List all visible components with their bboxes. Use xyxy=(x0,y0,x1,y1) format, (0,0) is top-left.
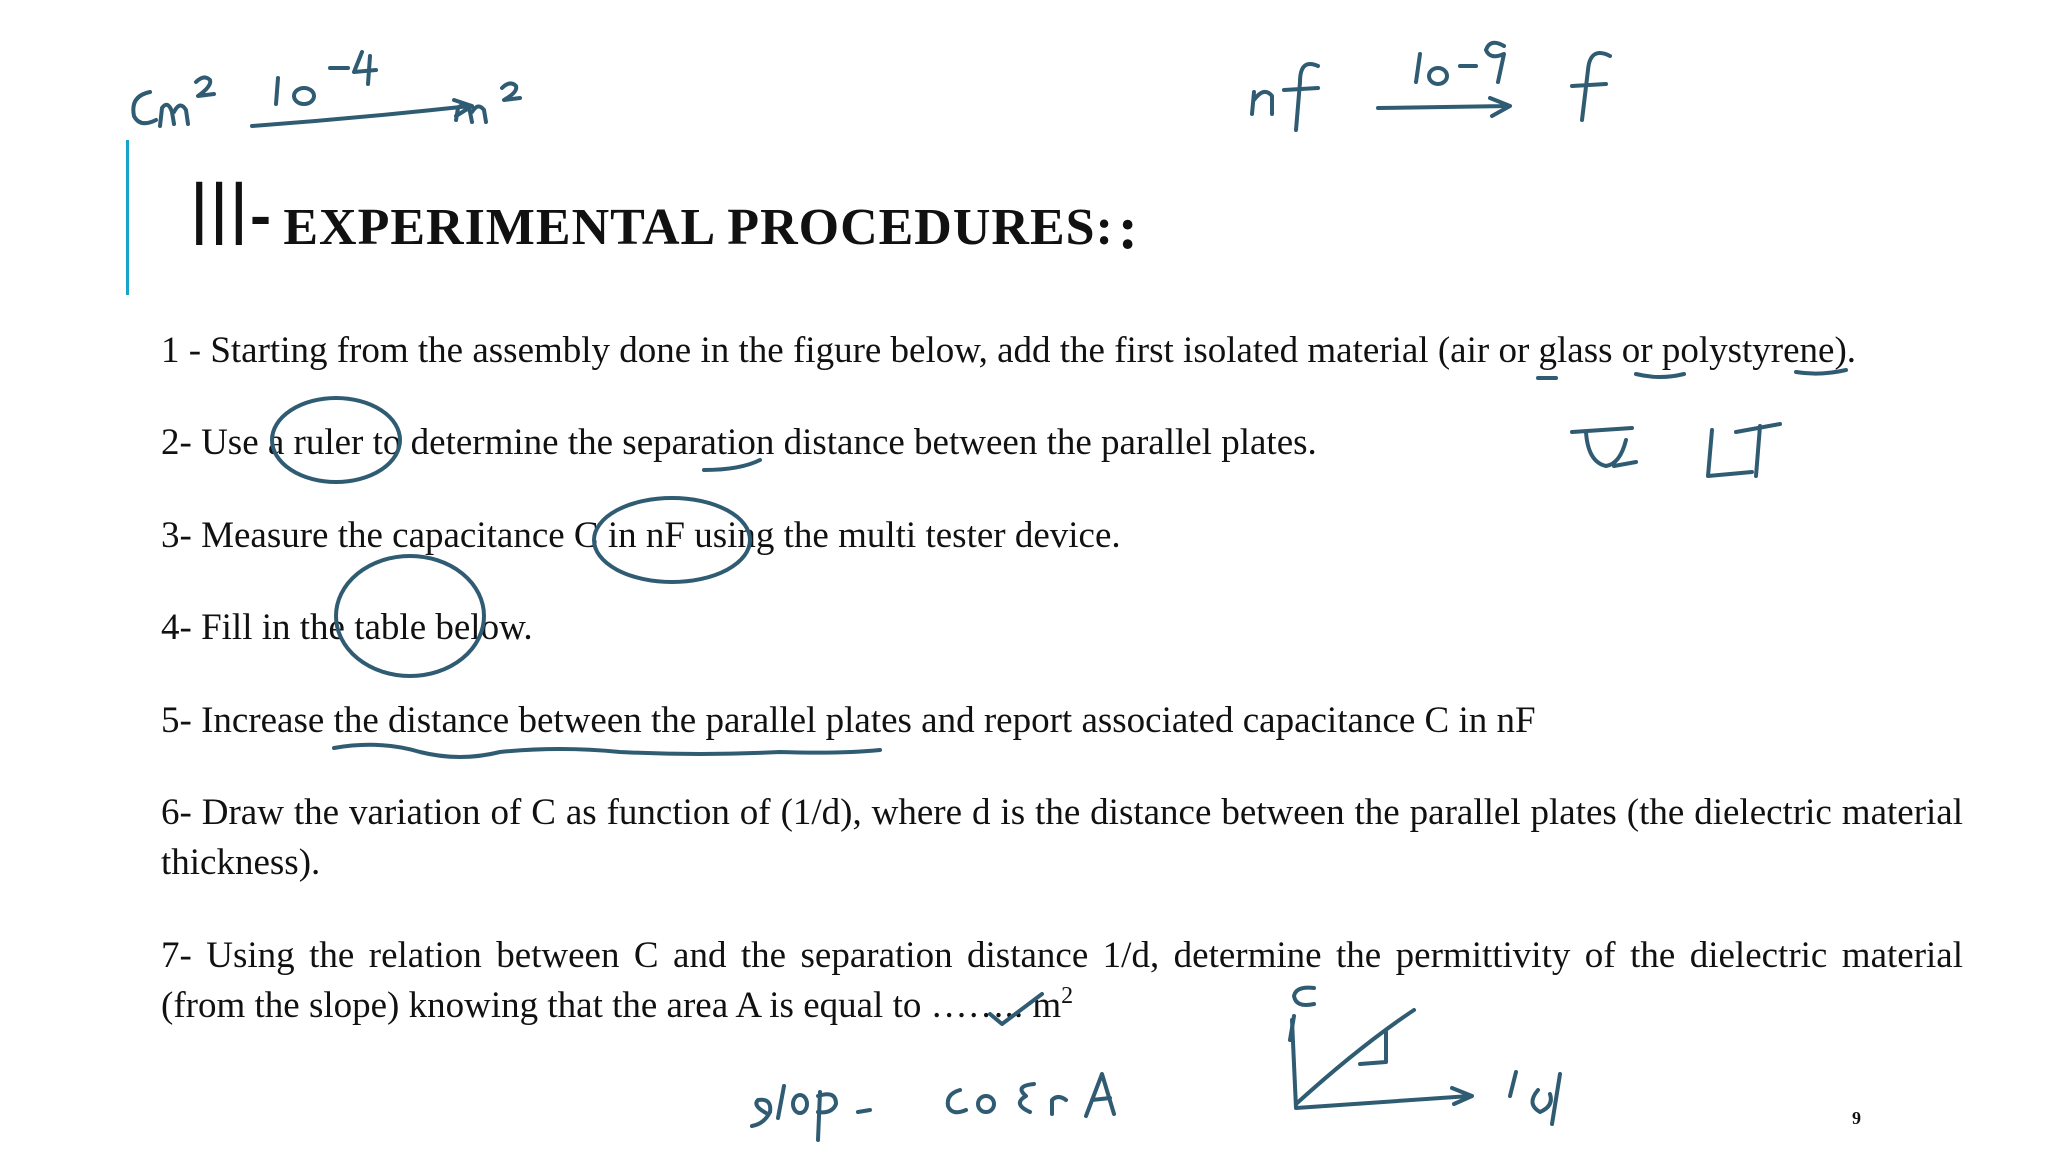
title-colon: : xyxy=(1117,195,1138,261)
ink-nf-to-f-note xyxy=(1252,43,1610,130)
title-text: EXPERIMENTAL PROCEDURES: xyxy=(283,199,1114,256)
step-7 xyxy=(161,931,1963,1031)
step-3: 3- Measure the capacitance C in nF using the multi tester device. xyxy=(161,515,1121,556)
page-number: 9 xyxy=(1852,1108,1861,1128)
ink-cm2-to-m2-note xyxy=(133,52,520,126)
title-roman-numeral: III- xyxy=(190,163,274,265)
slide-title xyxy=(190,163,1138,265)
accent-bar xyxy=(126,140,129,295)
step-4: 4- Fill in the table below. xyxy=(161,607,533,648)
step-7-superscript: 2 xyxy=(1061,983,1074,1009)
ink-wavy-underline-step-5 xyxy=(334,745,880,757)
step-2: 2- Use a ruler to determine the separation distance between the parallel plates. xyxy=(161,422,1317,463)
step-1: 1 - Starting from the assembly done in the figure below, add the first isolated material (air or glass or polystyrene). xyxy=(161,330,1857,371)
step-7-text: 7- Using the relation between C and the separation distance 1/d, determine the permittivity of the dielectric material (from the slope) knowing that the area A is equal to …….. m xyxy=(161,935,1963,1026)
step-6: 6- Draw the variation of C as function of (1/d), where d is the distance between the parallel plates (the dielectric material thickness). xyxy=(161,792,1963,883)
step-5: 5- Increase the distance between the parallel plates and report associated capacitance C in nF xyxy=(161,700,1536,741)
ink-slope-formula xyxy=(752,1074,1114,1140)
